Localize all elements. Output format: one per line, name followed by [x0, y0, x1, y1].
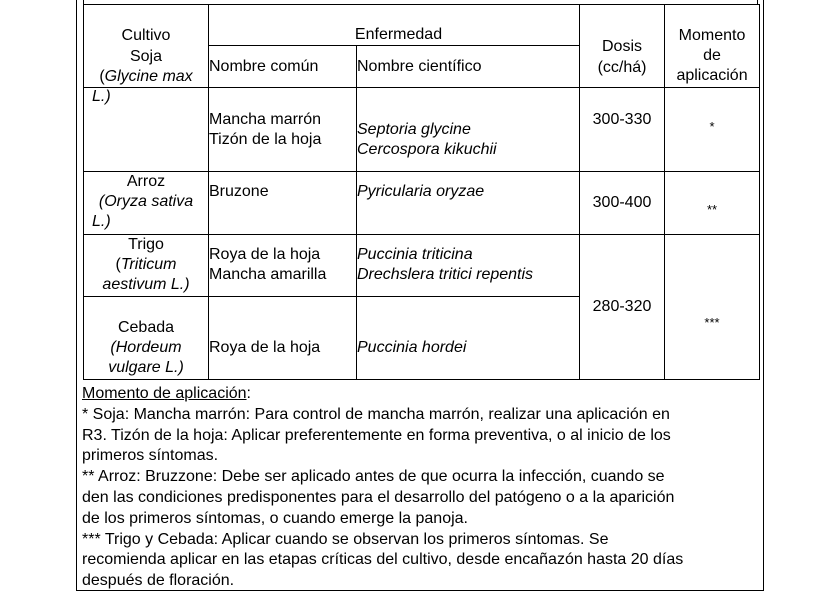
dose-value: 280-320: [592, 298, 652, 315]
notes-title-colon: :: [246, 385, 251, 402]
moment-cell: [665, 88, 760, 172]
notes-line: * Soja: Mancha marrón: Para control de mancha marrón, realizar una aplicación en: [82, 405, 670, 423]
crop-scientific-line2: L.): [92, 88, 111, 105]
crop-scientific: (Oryza sativa: [98, 193, 194, 210]
notes-line: de los primeros síntomas, o cuando emerge la panoja.: [82, 509, 468, 527]
scientific-name: Puccinia triticina: [357, 246, 473, 263]
common-name: Roya de la hoja: [209, 246, 321, 263]
header-nombre-comun: [209, 46, 357, 88]
notes-line: primeros síntomas.: [82, 447, 219, 465]
scientific-name-cell: [357, 172, 580, 235]
table-row: [84, 88, 760, 172]
scientific-name: Pyricularia oryzae: [357, 183, 485, 200]
crop-scientific-paren: (: [99, 68, 105, 85]
notes-line: *** Trigo y Cebada: Aplicar cuando se observan los primeros síntomas. Se: [82, 530, 609, 548]
dose-cell-shared: [580, 235, 665, 380]
common-name: Bruzone: [209, 183, 269, 200]
moment-marker: ***: [704, 315, 720, 330]
header-cultivo-label: Cultivo: [121, 27, 171, 44]
common-name-cell: [209, 235, 357, 297]
crop-name: Arroz: [126, 173, 166, 190]
scientific-name: Septoria glycine: [357, 121, 471, 138]
crop-scientific-line2: aestivum L.): [102, 276, 190, 293]
scientific-name: Cercospora kikuchii: [357, 141, 497, 158]
header-momento-line1: Momento: [678, 27, 746, 44]
notes-line: después de floración.: [82, 572, 235, 590]
common-name-cell: [209, 172, 357, 235]
table-row: [84, 172, 760, 235]
header-dosis-line1: Dosis: [602, 38, 643, 55]
notes-line: den las condiciones predisponentes para el desarrollo del patógeno o a la aparición: [82, 488, 675, 506]
header-momento-line3: aplicación: [676, 67, 748, 84]
crop-scientific: [84, 67, 208, 87]
crop-cell-soja: [84, 48, 209, 172]
crop-cell-cebada: [84, 297, 209, 380]
scientific-name: Drechslera tritici repentis: [357, 266, 534, 283]
dose-cell: [580, 172, 665, 235]
scientific-name-cell: [357, 297, 580, 380]
notes-line: recomienda aplicar en las etapas críticas del cultivo, desde encañazón hasta 20 días: [82, 551, 684, 569]
moment-cell: [665, 172, 760, 235]
table-header-row: [84, 5, 760, 46]
header-momento-line2: de: [703, 47, 721, 64]
header-enfermedad-label: Enfermedad: [354, 26, 443, 43]
crop-scientific-name: Triticum: [120, 256, 177, 273]
scientific-name-cell: [357, 235, 580, 297]
common-name: Mancha marrón: [209, 111, 322, 128]
notes-title: [82, 384, 758, 405]
common-name: Tizón de la hoja: [209, 131, 322, 148]
dosage-table: [83, 4, 760, 380]
crop-cell-arroz: [84, 172, 209, 235]
scientific-name-cell: [357, 88, 580, 172]
application-notes: [82, 384, 758, 592]
header-nombre-comun-label: Nombre común: [209, 58, 319, 75]
notes-line: ** Arroz: Bruzzone: Debe ser aplicado antes de que ocurra la infección, cuando se: [82, 468, 665, 486]
scientific-name: Puccinia hordei: [357, 339, 467, 356]
header-dosis-line2: (cc/há): [597, 59, 647, 76]
dose-cell: [580, 88, 665, 172]
dose-value: 300-400: [592, 194, 652, 211]
header-enfermedad: [209, 5, 580, 46]
crop-scientific-paren: (: [115, 256, 121, 273]
common-name-cell: [209, 297, 357, 380]
common-name: Roya de la hoja: [209, 339, 321, 356]
dose-value: 300-330: [592, 111, 652, 128]
crop-scientific: (Hordeum: [110, 339, 182, 356]
crop-scientific: [84, 255, 208, 275]
crop-cell-trigo: [84, 235, 209, 297]
common-name-cell: [209, 88, 357, 172]
header-nombre-cientifico: [357, 46, 580, 88]
common-name: Mancha amarilla: [209, 266, 327, 283]
table-row: [84, 235, 760, 297]
notes-line: R3. Tizón de la hoja: Aplicar preferentemente en forma preventiva, o al inicio de los: [82, 426, 671, 444]
crop-scientific-line2: vulgare L.): [108, 359, 184, 376]
crop-name: Trigo: [128, 236, 164, 253]
crop-name: Soja: [129, 48, 163, 65]
moment-cell-shared: [665, 235, 760, 380]
notes-title-text: Momento de aplicación: [82, 385, 247, 402]
header-nombre-cientifico-label: Nombre científico: [357, 58, 482, 75]
moment-marker: **: [706, 202, 718, 217]
header-dosis: [580, 5, 665, 88]
moment-marker: *: [709, 119, 715, 134]
crop-scientific-name: Glycine max: [104, 68, 193, 85]
crop-name: Cebada: [117, 319, 175, 336]
crop-scientific-line2: L.): [92, 213, 111, 230]
header-momento: [665, 5, 760, 88]
